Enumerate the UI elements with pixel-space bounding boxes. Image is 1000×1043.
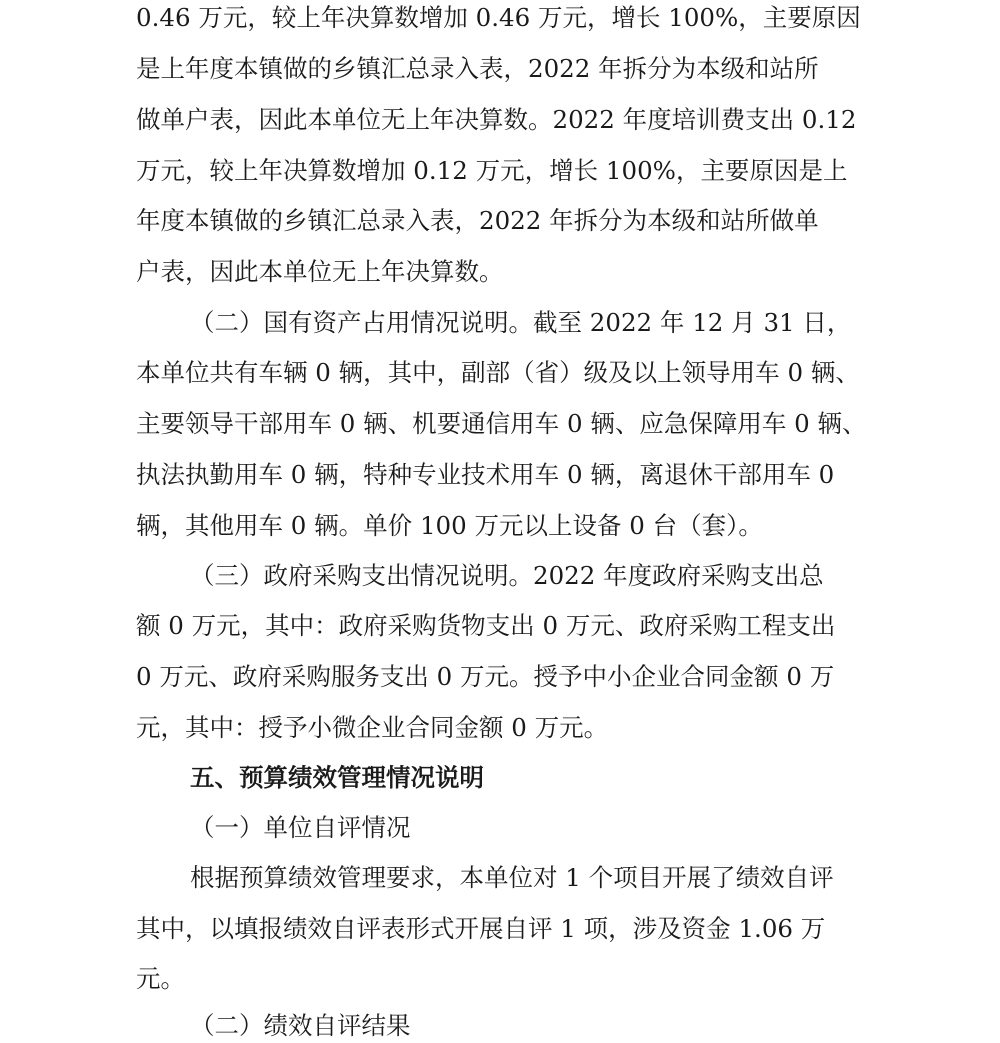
paragraph-line: 其中，以填报绩效自评表形式开展自评 1 项，涉及资金 1.06 万 [136, 914, 826, 943]
paragraph-line: 额 0 万元，其中：政府采购货物支出 0 万元、政府采购工程支出 [136, 611, 836, 640]
paragraph-line: 户表，因此本单位无上年决算数。 [136, 257, 504, 286]
paragraph-line: 年度本镇做的乡镇汇总录入表，2022 年拆分为本级和站所做单 [136, 206, 819, 235]
paragraph-line: 根据预算绩效管理要求，本单位对 1 个项目开展了绩效自评 [190, 863, 834, 892]
paragraph-line: 主要领导干部用车 0 辆、机要通信用车 0 辆、应急保障用车 0 辆、 [136, 409, 867, 438]
paragraph-line: 0 万元、政府采购服务支出 0 万元。授予中小企业合同金额 0 万 [136, 662, 835, 691]
paragraph-line: 0.46 万元，较上年决算数增加 0.46 万元，增长 100%，主要原因 [136, 3, 861, 32]
paragraph-line: 万元，较上年决算数增加 0.12 万元，增长 100%，主要原因是上 [136, 156, 848, 185]
section-paragraph-line: （三）政府采购支出情况说明。2022 年度政府采购支出总 [190, 561, 824, 590]
paragraph-line: 元。 [136, 964, 185, 993]
paragraph-line: 做单户表，因此本单位无上年决算数。2022 年度培训费支出 0.12 [136, 105, 857, 134]
section-paragraph-line: （二）国有资产占用情况说明。截至 2022 年 12 月 31 日， [190, 308, 852, 337]
subsection-heading: （一）单位自评情况 [190, 813, 411, 842]
paragraph-line: 本单位共有车辆 0 辆，其中，副部（省）级及以上领导用车 0 辆、 [136, 358, 860, 387]
paragraph-line: 元，其中：授予小微企业合同金额 0 万元。 [136, 713, 609, 742]
subsection-heading: （二）绩效自评结果 [190, 1011, 411, 1040]
paragraph-line: 执法执勤用车 0 辆，特种专业技术用车 0 辆，离退休干部用车 0 [136, 460, 835, 489]
paragraph-line: 是上年度本镇做的乡镇汇总录入表，2022 年拆分为本级和站所 [136, 54, 819, 83]
paragraph-line: 辆，其他用车 0 辆。单价 100 万元以上设备 0 台（套）。 [136, 511, 763, 540]
section-heading: 五、预算绩效管理情况说明 [190, 763, 484, 792]
